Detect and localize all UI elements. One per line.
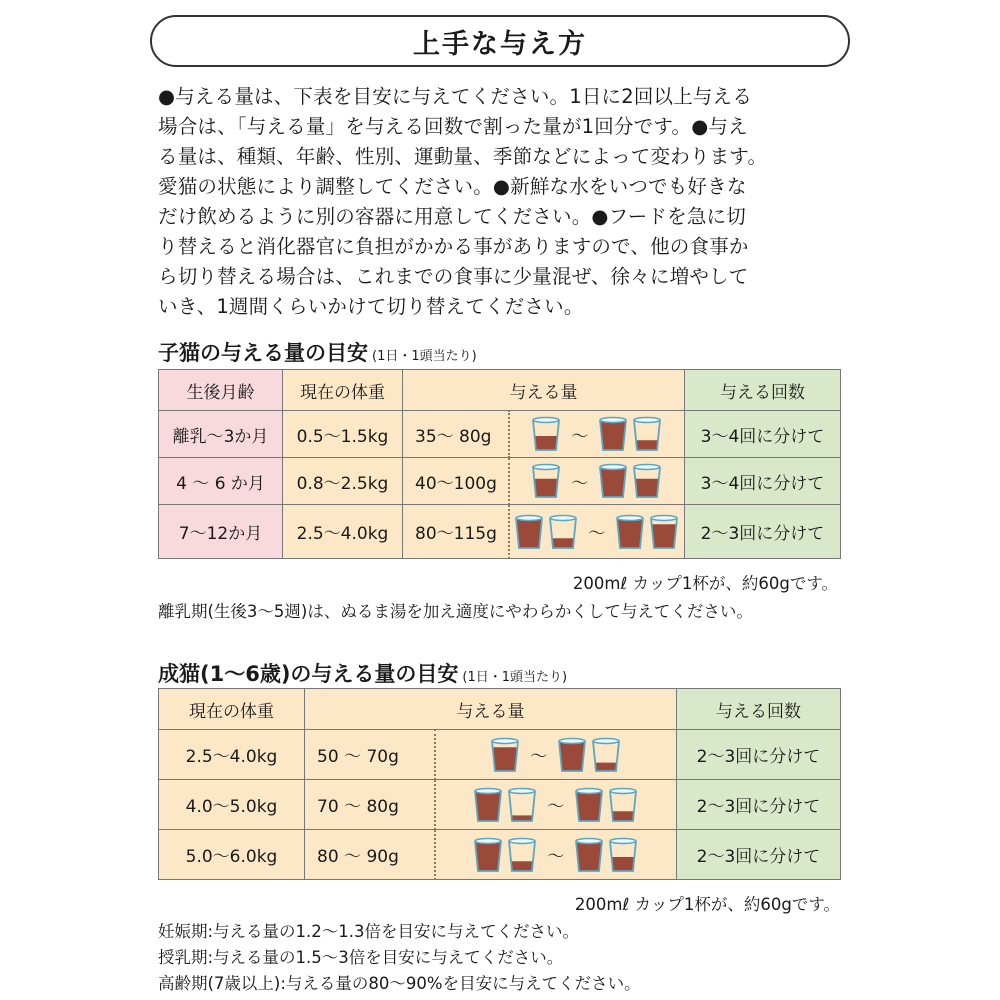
- kitten-title-note: (1日・1頭当たり): [372, 349, 477, 364]
- age-cell: 4 〜 6 か月: [159, 458, 283, 505]
- table-row: [159, 780, 841, 830]
- cup-rim: [593, 738, 619, 743]
- cup-rim: [475, 788, 501, 793]
- cup-icon: [514, 514, 544, 550]
- cup-icon: [608, 837, 638, 873]
- senior-note: 高齢期(7歳以上):与える量の80〜90%を目安に与えてください。: [158, 974, 641, 993]
- weaning-note: 離乳期(生後3〜5週)は、ぬるま湯を加え適度にやわらかくして与えてください。: [158, 602, 753, 621]
- cup-icon: [598, 416, 628, 452]
- adult-table: [158, 688, 841, 880]
- weight-cell: 0.8〜2.5kg: [283, 458, 403, 505]
- page-title: 上手な与え方: [413, 28, 587, 60]
- cups-cell: [435, 830, 677, 880]
- cups-cell: [509, 505, 685, 559]
- adult-title-text: 成猫(1〜6歳)の与える量の目安: [158, 662, 459, 686]
- cup-rim: [634, 465, 660, 470]
- header-times: 与える回数: [677, 689, 841, 730]
- cup-rim: [576, 788, 602, 793]
- cup-food-fill: [552, 538, 574, 548]
- weight-cell: 4.0〜5.0kg: [159, 780, 305, 830]
- cup-icon: [473, 787, 503, 823]
- cup-food-fill: [511, 861, 533, 871]
- cup-rim: [634, 418, 660, 423]
- adult-title-note: (1日・1頭当たり): [462, 670, 568, 685]
- cup-rim: [610, 838, 636, 843]
- amount-cell: 80 〜 90g: [305, 830, 435, 880]
- cup-icon: [574, 787, 604, 823]
- cup-rim: [600, 465, 626, 470]
- cup-rim: [492, 738, 518, 743]
- cup-food-fill: [475, 793, 501, 821]
- cup-rim: [550, 515, 576, 520]
- cups-cell: [509, 458, 685, 505]
- cup-icon: [490, 737, 520, 773]
- cup-food-fill: [576, 793, 602, 821]
- cup-food-fill: [636, 440, 658, 450]
- cup-icon: [615, 514, 645, 550]
- cup-food-fill: [612, 811, 634, 821]
- adult-section-title: [158, 658, 567, 688]
- weight-cell: 0.5〜1.5kg: [283, 411, 403, 458]
- cup-food-fill: [595, 762, 617, 770]
- cup-icon: [557, 737, 587, 773]
- cup-food-fill: [534, 479, 558, 497]
- kitten-cup-note: 200mℓ カップ1杯が、約60gです。: [572, 574, 838, 593]
- weight-cell: 2.5〜4.0kg: [283, 505, 403, 559]
- range-tilde: 〜: [547, 847, 565, 867]
- kitten-table: [158, 369, 841, 559]
- adult-header-row: [159, 689, 841, 730]
- times-cell: 2〜3回に分けて: [677, 730, 841, 780]
- cup-rim: [516, 515, 542, 520]
- amount-cell: 70 〜 80g: [305, 780, 435, 830]
- cup-icon: [531, 463, 561, 499]
- cup-rim: [617, 515, 643, 520]
- cup-icon: [473, 837, 503, 873]
- cup-illustration: [436, 787, 677, 823]
- amount-cell: 80〜115g: [403, 505, 509, 559]
- cup-icon: [598, 463, 628, 499]
- cup-rim: [509, 788, 535, 793]
- cup-icon: [591, 737, 621, 773]
- intro-line: ●与える量は、下表を目安に与えてください。1日に2回以上与える: [158, 85, 753, 108]
- weight-cell: 5.0〜6.0kg: [159, 830, 305, 880]
- intro-line: 場合は、「与える量」を与える回数で割った量が1回分です。●与え: [158, 115, 748, 138]
- cup-illustration: [436, 837, 677, 873]
- cup-illustration: [436, 737, 677, 773]
- cup-food-fill: [493, 747, 518, 771]
- cup-food-fill: [576, 843, 602, 871]
- intro-line: いき、1週間くらいかけて切り替えてください。: [158, 295, 584, 318]
- table-row: [159, 730, 841, 780]
- table-row: [159, 830, 841, 880]
- range-tilde: 〜: [588, 524, 606, 544]
- range-tilde: 〜: [547, 797, 565, 817]
- cups-cell: [509, 411, 685, 458]
- cup-rim: [475, 838, 501, 843]
- cup-rim: [610, 788, 636, 793]
- cup-icon: [531, 416, 561, 452]
- cup-rim: [651, 515, 677, 520]
- cup-icon: [507, 837, 537, 873]
- table-row: [159, 411, 841, 458]
- pregnancy-note: 妊娠期:与える量の1.2〜1.3倍を目安に与えてください。: [158, 922, 580, 941]
- times-cell: 3〜4回に分けて: [685, 411, 841, 458]
- age-cell: 7〜12か月: [159, 505, 283, 559]
- kitten-title-text: 子猫の与える量の目安: [158, 341, 368, 365]
- cups-cell: [435, 730, 677, 780]
- nursing-note: 授乳期:与える量の1.5〜3倍を目安に与えてください。: [158, 948, 564, 967]
- cup-food-fill: [600, 422, 626, 450]
- kitten-section-title: [158, 337, 477, 367]
- amount-cell: 40〜100g: [403, 458, 509, 505]
- cup-illustration: [510, 416, 685, 452]
- header-weight: 現在の体重: [159, 689, 305, 730]
- cup-rim: [576, 838, 602, 843]
- times-cell: 3〜4回に分けて: [685, 458, 841, 505]
- header-amount: 与える量: [403, 370, 685, 411]
- header-times: 与える回数: [685, 370, 841, 411]
- cup-food-fill: [535, 436, 558, 450]
- cup-icon: [507, 787, 537, 823]
- intro-line: だけ飲めるように別の容器に用意してください。●フードを急に切: [158, 205, 746, 228]
- cup-rim: [509, 838, 535, 843]
- cup-rim: [533, 418, 559, 423]
- cup-illustration: [510, 463, 685, 499]
- intro-line: 愛猫の状態により調整してください。●新鮮な水をいつでも好きな: [158, 175, 747, 198]
- cup-icon: [548, 514, 578, 550]
- header-amount: 与える量: [305, 689, 677, 730]
- cup-icon: [574, 837, 604, 873]
- cup-icon: [632, 463, 662, 499]
- amount-cell: 35〜 80g: [403, 411, 509, 458]
- cups-cell: [435, 780, 677, 830]
- amount-cell: 50 〜 70g: [305, 730, 435, 780]
- range-tilde: 〜: [571, 473, 589, 494]
- header-weight: 現在の体重: [283, 370, 403, 411]
- cup-illustration: [510, 514, 685, 550]
- kitten-header-row: [159, 370, 841, 411]
- cup-rim: [533, 465, 559, 470]
- cup-icon: [632, 416, 662, 452]
- range-tilde: 〜: [571, 426, 589, 447]
- times-cell: 2〜3回に分けて: [677, 780, 841, 830]
- header-age: 生後月齢: [159, 370, 283, 411]
- table-row: [159, 505, 841, 559]
- cup-food-fill: [617, 520, 643, 548]
- intro-text: [158, 82, 848, 322]
- cup-food-fill: [600, 469, 626, 497]
- range-tilde: 〜: [530, 747, 548, 767]
- cup-rim: [559, 738, 585, 743]
- cup-food-fill: [635, 479, 659, 497]
- cup-icon: [649, 514, 679, 550]
- intro-line: る量は、種類、年齢、性別、運動量、季節などによって変わります。: [158, 145, 768, 168]
- cup-food-fill: [475, 843, 501, 871]
- cup-food-fill: [652, 524, 677, 548]
- weight-cell: 2.5〜4.0kg: [159, 730, 305, 780]
- table-row: [159, 458, 841, 505]
- intro-line: り替えると消化器官に負担がかかる事がありますので、他の食事か: [158, 235, 749, 258]
- times-cell: 2〜3回に分けて: [685, 505, 841, 559]
- cup-icon: [608, 787, 638, 823]
- times-cell: 2〜3回に分けて: [677, 830, 841, 880]
- intro-line: ら切り替える場合は、これまでの食事に少量混ぜ、徐々に増やして: [158, 265, 749, 288]
- cup-food-fill: [559, 743, 585, 771]
- adult-cup-note: 200mℓ カップ1杯が、約60gです。: [574, 895, 840, 914]
- title-banner: [150, 15, 850, 67]
- cup-food-fill: [612, 857, 635, 871]
- cup-rim: [600, 418, 626, 423]
- cup-food-fill: [516, 520, 542, 548]
- age-cell: 離乳〜3か月: [159, 411, 283, 458]
